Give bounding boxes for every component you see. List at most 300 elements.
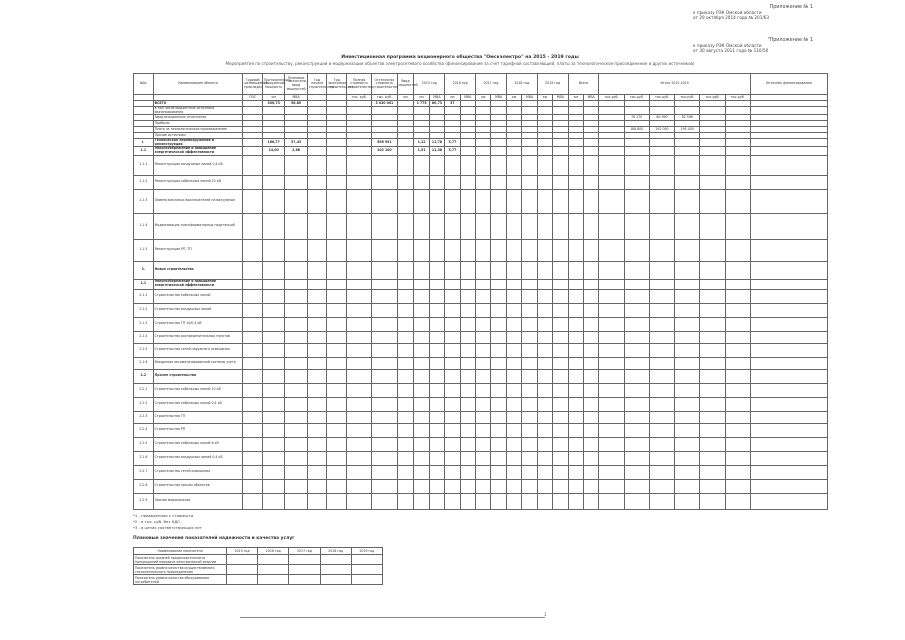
table-cell	[675, 437, 700, 451]
table-cell	[372, 493, 397, 509]
table-cell	[347, 213, 372, 239]
table-cell	[725, 239, 750, 261]
table-cell	[725, 343, 750, 357]
table-cell	[491, 397, 506, 411]
table-row	[134, 261, 828, 279]
table-cell	[700, 155, 725, 175]
table-cell	[700, 451, 725, 465]
table-cell	[307, 343, 327, 357]
table-cell	[553, 437, 568, 451]
table-cell	[429, 175, 444, 189]
table-cell	[599, 369, 624, 383]
table-cell	[327, 451, 347, 465]
table-cell	[675, 107, 700, 115]
table-cell	[429, 279, 444, 289]
table-cell	[491, 139, 506, 147]
table-cell	[725, 261, 750, 279]
row-name: Строительство кабельных линий 6 кВ	[153, 437, 243, 451]
table-cell	[506, 493, 521, 509]
table-cell	[285, 279, 307, 289]
table-cell	[243, 331, 263, 343]
table-cell	[522, 397, 537, 411]
annex-2-title: "Приложение № 1	[767, 38, 813, 43]
table-cell	[491, 383, 506, 397]
table-cell	[568, 239, 583, 261]
table-cell	[700, 317, 725, 331]
table-cell	[307, 317, 327, 331]
table-cell	[522, 147, 537, 155]
table-cell	[460, 107, 475, 115]
table-cell	[599, 261, 624, 279]
table-cell	[243, 357, 263, 369]
table-cell	[262, 107, 284, 115]
table-cell	[568, 303, 583, 317]
row-name: Модернизация трансформаторных подстанций	[153, 213, 243, 239]
table-cell	[262, 155, 284, 175]
row-name: Реконструкция РП, ТП	[153, 239, 243, 261]
table-cell	[553, 175, 568, 189]
table-cell	[491, 493, 506, 509]
table-cell	[285, 107, 307, 115]
table-cell	[599, 343, 624, 357]
table-unit-cell: км	[262, 95, 284, 101]
table-cell	[285, 357, 307, 369]
table-cell	[583, 107, 598, 115]
table-row	[134, 383, 828, 397]
table-cell	[725, 331, 750, 343]
table-cell	[725, 383, 750, 397]
table-cell: 166,77	[262, 139, 284, 147]
table-cell	[397, 343, 414, 357]
table-cell	[553, 261, 568, 279]
table-cell	[725, 189, 750, 213]
table-cell	[675, 189, 700, 213]
table-header-cell: Протяженность, сооружение, мощность	[262, 74, 284, 95]
table-cell	[429, 465, 444, 479]
table-cell	[750, 479, 827, 493]
table-cell	[583, 289, 598, 303]
row-number: 1.1.3	[134, 189, 154, 213]
table-cell	[506, 411, 521, 423]
table-cell	[327, 289, 347, 303]
table-cell	[506, 261, 521, 279]
table-cell	[537, 303, 552, 317]
table-cell	[262, 397, 284, 411]
table-unit-cell: км	[397, 95, 414, 101]
table-cell	[327, 317, 347, 331]
table-cell	[750, 147, 827, 155]
t2-cell	[258, 555, 289, 565]
table-cell	[537, 397, 552, 411]
table-cell	[675, 465, 700, 479]
table-cell	[307, 369, 327, 383]
table-cell	[491, 213, 506, 239]
table-cell	[414, 155, 429, 175]
table-cell	[649, 261, 674, 279]
table-cell	[460, 139, 475, 147]
table-cell	[675, 451, 700, 465]
table-cell	[553, 451, 568, 465]
row-number: 2.1.3	[134, 317, 154, 331]
table-cell	[537, 411, 552, 423]
table-header-cell: Наименование объекта	[153, 74, 243, 95]
table-cell	[445, 189, 460, 213]
table-cell	[347, 331, 372, 343]
table-cell	[327, 279, 347, 289]
table-cell	[414, 279, 429, 289]
table-cell	[243, 279, 263, 289]
table-cell	[553, 343, 568, 357]
table-unit-cell: тыс.руб.	[725, 95, 750, 101]
table-cell	[243, 343, 263, 357]
table-row	[134, 451, 828, 465]
table-unit-cell: МВА	[429, 95, 444, 101]
table-cell	[583, 155, 598, 175]
table-cell	[506, 357, 521, 369]
table-unit-cell: км	[568, 95, 583, 101]
table-cell	[397, 107, 414, 115]
table-cell	[327, 493, 347, 509]
table-row	[134, 343, 828, 357]
table-cell	[553, 279, 568, 289]
table-cell	[725, 411, 750, 423]
table-cell	[624, 465, 649, 479]
table-cell	[506, 397, 521, 411]
table-cell	[429, 451, 444, 465]
table-cell	[649, 107, 674, 115]
table-cell	[414, 289, 429, 303]
table-cell	[307, 479, 327, 493]
table-cell	[347, 369, 372, 383]
table-cell	[506, 331, 521, 343]
table-cell	[397, 279, 414, 289]
table-cell	[327, 343, 347, 357]
table-cell	[476, 303, 491, 317]
table-cell	[397, 437, 414, 451]
table-cell: 3 020 001	[372, 101, 397, 107]
table-cell	[700, 107, 725, 115]
table-cell	[583, 411, 598, 423]
table-cell	[599, 465, 624, 479]
table-cell	[506, 423, 521, 437]
table-cell	[307, 465, 327, 479]
table-row	[134, 189, 828, 213]
table-cell	[537, 279, 552, 289]
row-number: 2.1.4	[134, 331, 154, 343]
table-cell	[700, 261, 725, 279]
table-cell	[568, 411, 583, 423]
table-cell	[491, 369, 506, 383]
table-unit-cell: МВА	[460, 95, 475, 101]
table-header-cell: Год начала строительства	[307, 74, 327, 95]
table-cell	[750, 493, 827, 509]
table-cell	[307, 279, 327, 289]
table-cell	[568, 465, 583, 479]
table-cell	[599, 317, 624, 331]
table-cell	[624, 331, 649, 343]
table-cell	[568, 317, 583, 331]
table-cell: 82 596	[675, 115, 700, 121]
t2-cell	[289, 555, 320, 565]
table-row	[134, 279, 828, 289]
table-cell	[397, 383, 414, 397]
table-row	[134, 139, 828, 147]
table-cell	[506, 213, 521, 239]
table-cell	[675, 289, 700, 303]
table-cell: 300,73	[262, 101, 284, 107]
table-header-cell: Источник финансирования	[750, 74, 827, 95]
table-cell	[414, 239, 429, 261]
table-cell	[624, 383, 649, 397]
table-cell	[327, 357, 347, 369]
row-name: Строительство прочих объектов	[153, 479, 243, 493]
annex-1-line: к приказу РЭК Омской области	[693, 10, 762, 16]
table-cell	[372, 155, 397, 175]
t2-row	[134, 565, 383, 575]
document-title: Инвестиционная программа акционерного общества "Омскэлектро" на 2015 - 2019 годы	[341, 55, 579, 60]
table-unit-cell: ОЭС	[243, 95, 263, 101]
table-cell	[537, 465, 552, 479]
footnote: *1 - приведенная к стоимости	[133, 513, 194, 518]
table-cell	[675, 331, 700, 343]
table-cell: 188 800	[624, 127, 649, 133]
table-cell	[649, 369, 674, 383]
table-cell	[649, 213, 674, 239]
table-cell	[347, 343, 372, 357]
row-name: Строительство распределительных пунктов	[153, 331, 243, 343]
table-cell	[624, 357, 649, 369]
table-cell	[445, 175, 460, 189]
table-cell	[583, 479, 598, 493]
row-name: Прочие мероприятия	[153, 493, 243, 509]
t2-cell	[227, 565, 258, 575]
table-cell	[347, 147, 372, 155]
table-cell	[599, 437, 624, 451]
table-cell	[243, 107, 263, 115]
table-cell	[429, 213, 444, 239]
table-cell	[491, 303, 506, 317]
t2-cell	[351, 575, 382, 585]
table-cell	[262, 451, 284, 465]
table-cell	[583, 261, 598, 279]
table-cell	[445, 479, 460, 493]
table-cell: 37	[445, 101, 460, 107]
table-cell	[568, 451, 583, 465]
table-cell	[307, 397, 327, 411]
table-cell	[725, 437, 750, 451]
table-cell	[624, 289, 649, 303]
table-cell	[429, 261, 444, 279]
table-cell: 3,77	[445, 147, 460, 155]
table-header-cell: 2018 год	[506, 74, 537, 95]
table-cell	[568, 383, 583, 397]
table-cell	[327, 139, 347, 147]
t2-cell	[320, 555, 351, 565]
table-cell	[397, 261, 414, 279]
table-cell	[583, 213, 598, 239]
table-cell	[506, 479, 521, 493]
table-cell	[750, 411, 827, 423]
table-cell	[491, 411, 506, 423]
table-row	[134, 369, 828, 383]
annex-2-line: от 30 августа 2011 года № 110/50	[693, 48, 769, 54]
table-cell	[649, 317, 674, 331]
table-cell	[675, 343, 700, 357]
table-cell	[476, 411, 491, 423]
table-unit-cell: км	[506, 95, 521, 101]
table-cell	[599, 189, 624, 213]
table-cell	[429, 189, 444, 213]
table-cell: 14,00	[262, 147, 284, 155]
table-cell	[522, 261, 537, 279]
table-cell	[583, 397, 598, 411]
table-cell	[429, 369, 444, 383]
table-cell	[327, 261, 347, 279]
table-row	[134, 317, 828, 331]
annex-1-block	[693, 5, 813, 21]
table-cell	[700, 357, 725, 369]
table-cell	[460, 213, 475, 239]
table-cell	[700, 493, 725, 509]
table-cell	[397, 369, 414, 383]
table-cell	[750, 465, 827, 479]
table-cell	[506, 155, 521, 175]
table-cell	[445, 331, 460, 343]
table-cell	[327, 303, 347, 317]
row-name: Реконструкция кабельных линий 10 кВ	[153, 175, 243, 189]
table-cell	[599, 397, 624, 411]
table-cell	[372, 289, 397, 303]
table-cell	[476, 451, 491, 465]
table-cell	[583, 317, 598, 331]
table-cell	[262, 437, 284, 451]
row-name: Строительство сетей наружного освещения	[153, 343, 243, 357]
table-cell	[491, 189, 506, 213]
table-cell	[476, 213, 491, 239]
table-cell	[725, 493, 750, 509]
table-cell	[414, 261, 429, 279]
table-cell	[372, 411, 397, 423]
table-cell	[491, 155, 506, 175]
table-cell	[568, 155, 583, 175]
table-cell	[397, 357, 414, 369]
table-unit-cell: тыс. руб.	[347, 95, 372, 101]
table-cell	[285, 423, 307, 437]
table-unit-cell: МВА	[522, 95, 537, 101]
table-cell	[750, 239, 827, 261]
table-cell	[414, 317, 429, 331]
table-cell	[347, 175, 372, 189]
table-cell	[599, 303, 624, 317]
table-cell	[700, 423, 725, 437]
table-cell	[414, 383, 429, 397]
row-number: 2.	[134, 261, 154, 279]
table-cell	[307, 303, 327, 317]
table-cell	[262, 479, 284, 493]
table-cell	[307, 107, 327, 115]
table-cell	[243, 239, 263, 261]
table-cell	[491, 357, 506, 369]
table-cell	[750, 423, 827, 437]
table-cell	[725, 147, 750, 155]
table-cell	[414, 479, 429, 493]
table-cell	[476, 317, 491, 331]
table-cell	[675, 411, 700, 423]
table-cell	[568, 107, 583, 115]
table-cell	[599, 423, 624, 437]
table-cell	[522, 239, 537, 261]
table-cell	[285, 465, 307, 479]
table-cell	[522, 303, 537, 317]
table-cell	[243, 289, 263, 303]
table-cell	[347, 479, 372, 493]
table-cell	[327, 397, 347, 411]
table-row	[134, 213, 828, 239]
table-cell	[675, 139, 700, 147]
row-name: Плата за технологическое присоединение	[153, 127, 243, 133]
table-cell	[491, 107, 506, 115]
table-cell	[700, 437, 725, 451]
table-cell: 11,38	[429, 147, 444, 155]
table-cell	[599, 493, 624, 509]
table-cell	[568, 189, 583, 213]
table-cell	[700, 397, 725, 411]
table-cell	[262, 331, 284, 343]
table-cell	[624, 369, 649, 383]
table-cell	[243, 397, 263, 411]
table-row	[134, 331, 828, 343]
table-cell	[414, 189, 429, 213]
t2-row	[134, 555, 383, 565]
table-cell	[372, 213, 397, 239]
table-cell	[397, 493, 414, 509]
table-cell	[599, 107, 624, 115]
table-header-cell: 2015 год	[414, 74, 445, 95]
table-cell	[414, 213, 429, 239]
row-number: 2.2.8	[134, 479, 154, 493]
table-header-cell: №№	[134, 74, 154, 95]
table-cell	[537, 147, 552, 155]
table-cell	[675, 493, 700, 509]
table-unit-cell: км	[445, 95, 460, 101]
table-cell	[460, 279, 475, 289]
table-cell	[397, 239, 414, 261]
table-cell	[750, 357, 827, 369]
table-header-cell: Итого 2015-2019	[599, 74, 750, 95]
table-cell	[372, 383, 397, 397]
table-cell	[537, 317, 552, 331]
table-cell	[553, 493, 568, 509]
table-cell	[750, 303, 827, 317]
table-cell	[583, 139, 598, 147]
table-cell	[537, 437, 552, 451]
table-cell	[553, 213, 568, 239]
table-cell	[414, 331, 429, 343]
table-cell	[285, 437, 307, 451]
table-cell	[553, 317, 568, 331]
table-cell	[243, 369, 263, 383]
table-cell	[522, 343, 537, 357]
table-cell	[491, 289, 506, 303]
table-cell: 896 991	[372, 139, 397, 147]
table-cell	[445, 317, 460, 331]
table-cell	[537, 479, 552, 493]
table-cell	[700, 213, 725, 239]
table-cell	[750, 331, 827, 343]
table-cell	[307, 423, 327, 437]
table-cell	[491, 465, 506, 479]
table-cell	[624, 437, 649, 451]
